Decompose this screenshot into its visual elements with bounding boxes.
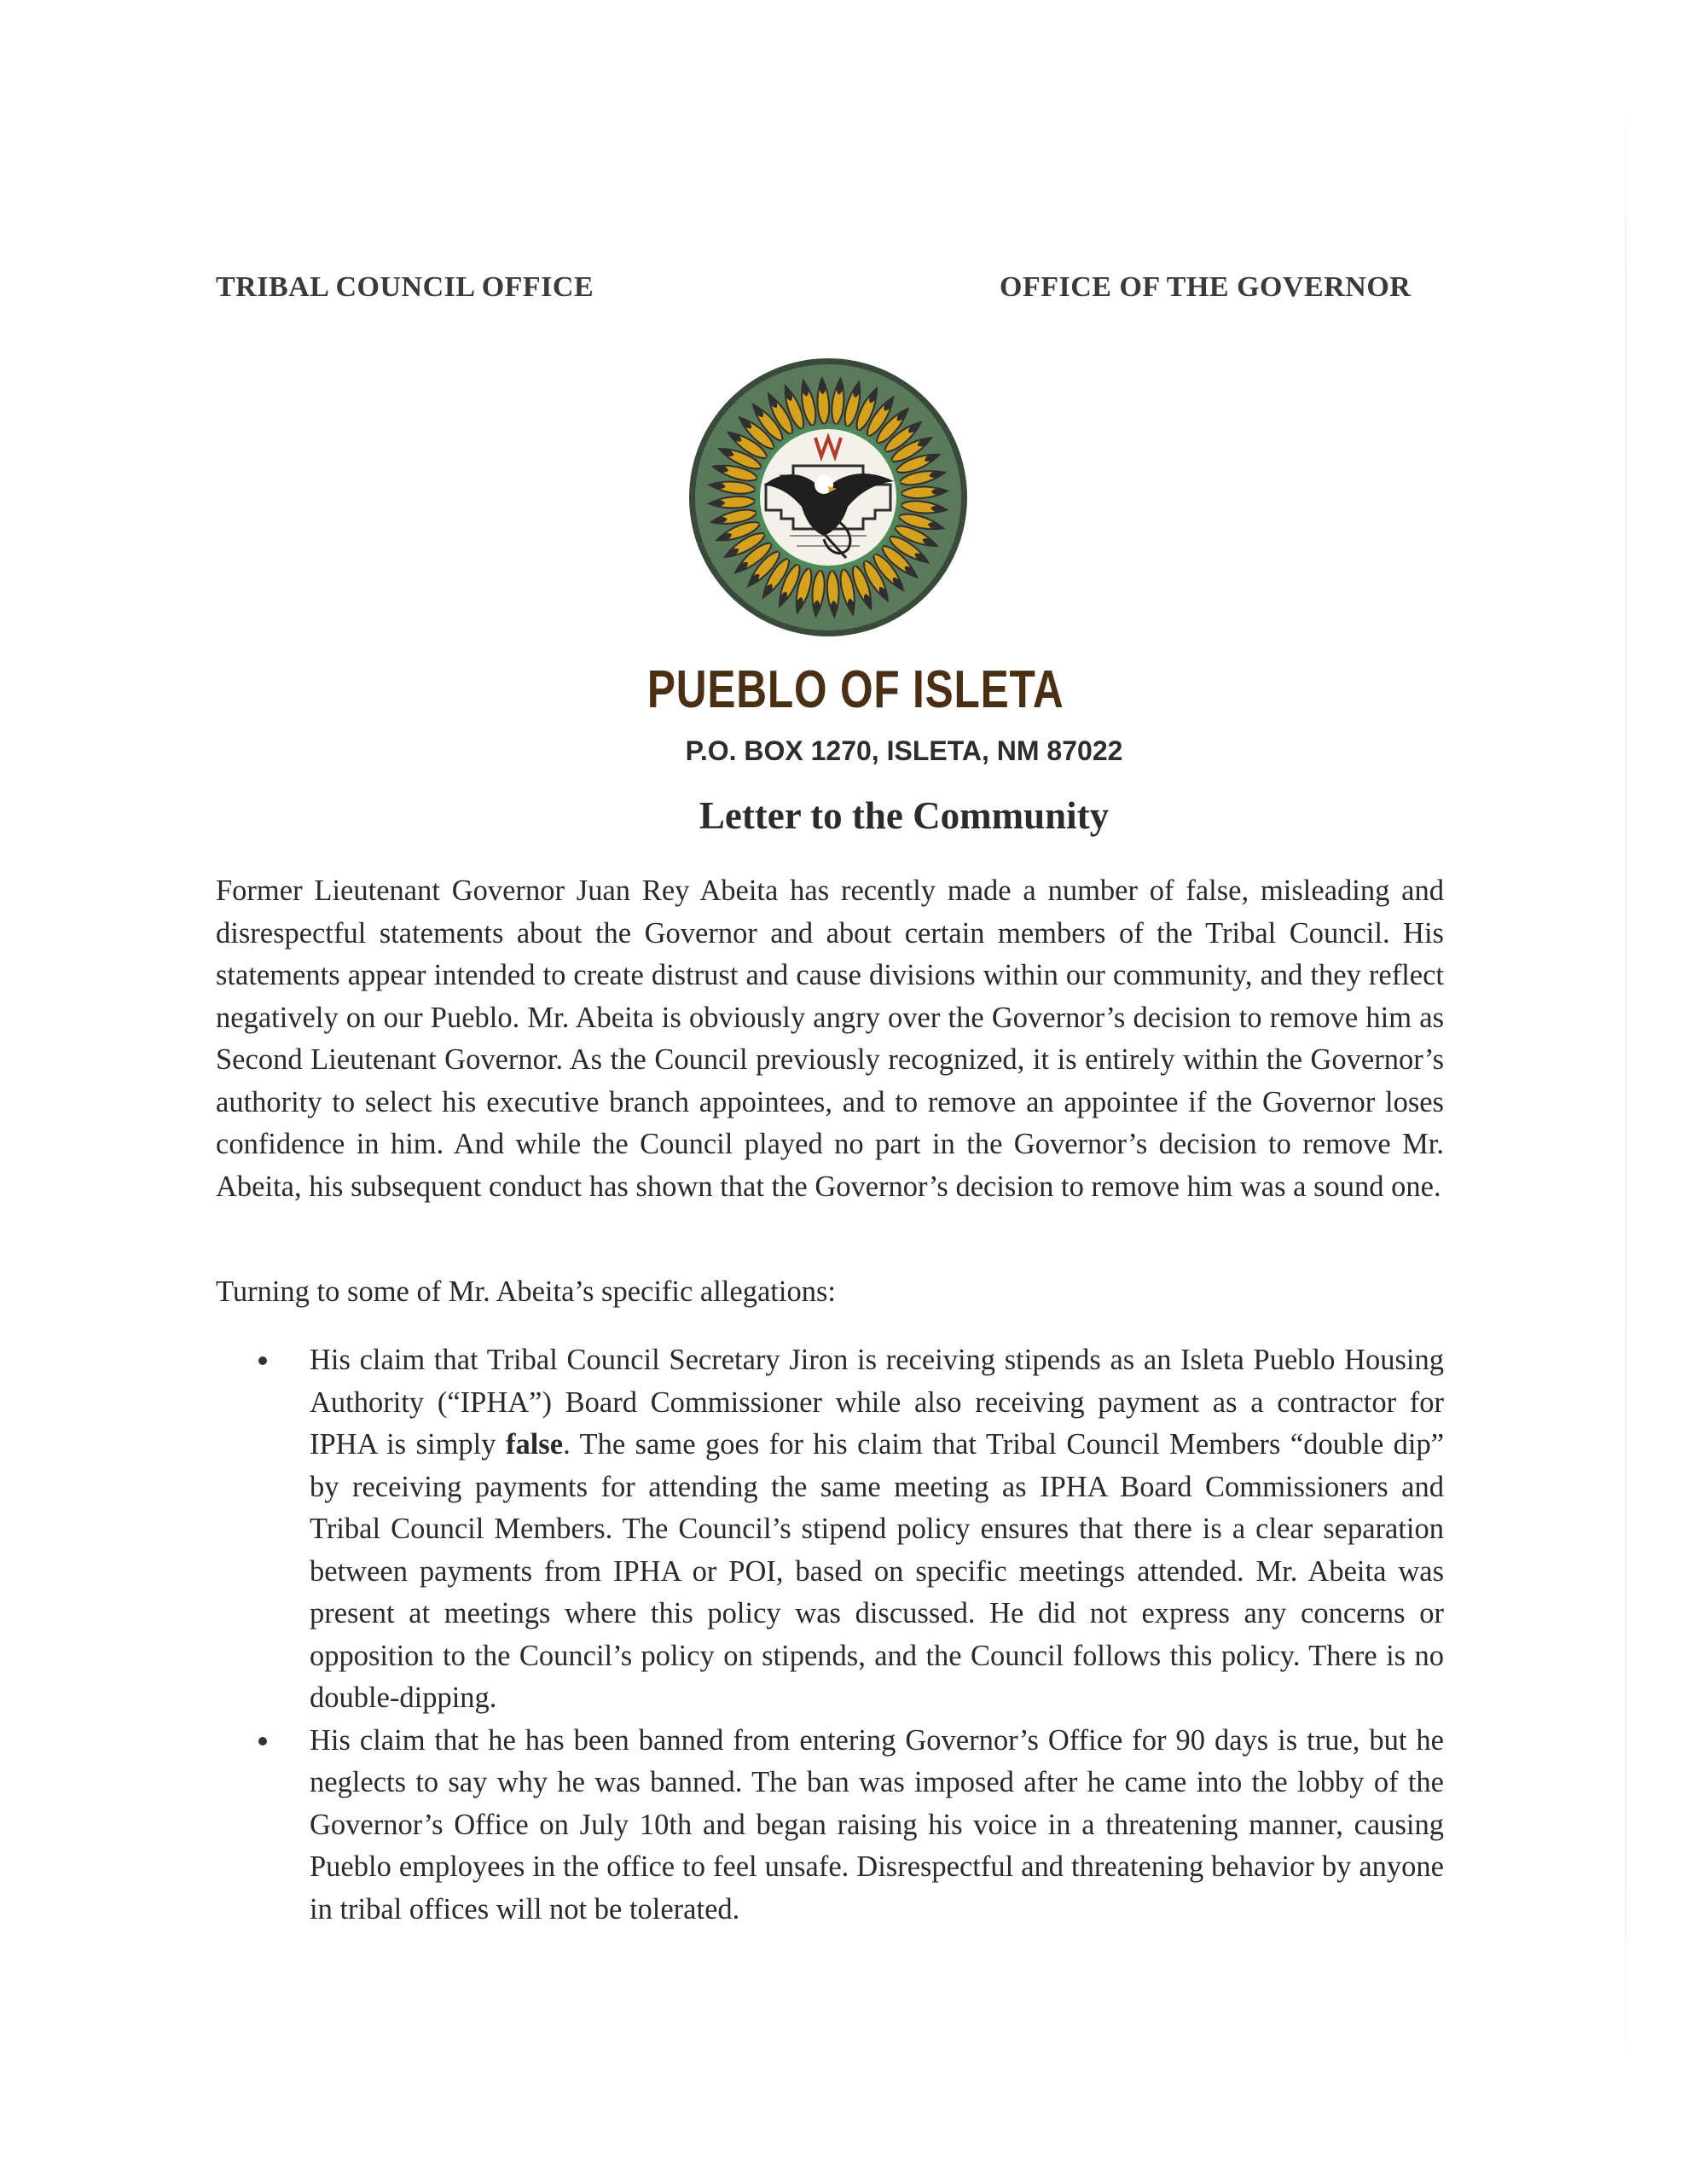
bullet-text-before: His claim that he has been banned from entering Governor’s Office for 90 days is true, but he neglects to say why he was banned. The ban was imposed after he came into the lobby of the Governor’s Office on July 10th and began raising his voice in a threatening manner, causing Pueblo employees in the office to feel unsafe. Disrespectful and threatening behavior by anyone in tribal offices will not be tolerated.	[310, 1723, 1444, 1926]
tribal-council-office-heading: TRIBAL COUNCIL OFFICE	[216, 271, 594, 303]
bullet-emphasis: false	[505, 1428, 564, 1461]
bullet-icon	[258, 1356, 267, 1365]
office-of-governor-heading: OFFICE OF THE GOVERNOR	[1000, 271, 1412, 303]
letter-title: Letter to the Community	[699, 794, 1110, 837]
organization-name: PUEBLO OF ISLETA	[646, 660, 1064, 719]
organization-address: P.O. BOX 1270, ISLETA, NM 87022	[685, 735, 1123, 766]
lead-in-paragraph: Turning to some of Mr. Abeita’s specific allegations:	[216, 1275, 836, 1308]
bullet-text-before: His claim that Tribal Council Secretary Jiron is receiving stipends as an Isleta Pueblo Housing Authority (“IPHA”) Board Commissioner while also receiving payment as a contractor for IPHA is simply	[310, 1344, 1444, 1461]
list-item	[216, 1339, 1444, 1720]
bullet-text-after: . The same goes for his claim that Tribal Council Members “double dip” by receiving payments for attending the same meeting as IPHA Board Commissioners and Tribal Council Members. The Council’s stipend policy ensures that there is a clear separation between payments from IPHA or POI, based on specific meetings attended. Mr. Abeita was present at meetings where this policy was discussed. He did not express any concerns or opposition to the Council’s policy on stipends, and the Council follows this policy. There is no double-dipping.	[310, 1428, 1445, 1714]
allegations-list	[216, 1339, 1444, 1931]
scan-edge-shadow	[1625, 94, 1626, 2082]
list-item	[216, 1720, 1444, 1931]
bullet-icon	[258, 1737, 267, 1745]
pueblo-of-isleta-seal-eagle-icon	[687, 357, 969, 638]
intro-paragraph: Former Lieutenant Governor Juan Rey Abeita has recently made a number of false, misleading and disrespectful statements about the Governor and about certain members of the Tribal Council. His statements appear intended to create distrust and cause divisions within our community, and they reflect negatively on our Pueblo. Mr. Abeita is obviously angry over the Governor’s decision to remove him as Second Lieutenant Governor. As the Council previously recognized, it is entirely within the Governor’s authority to select his executive branch appointees, and to remove an appointee if the Governor loses confidence in him. And while the Council played no part in the Governor’s decision to remove Mr. Abeita, his subsequent conduct has shown that the Governor’s decision to remove him was a sound one.	[216, 874, 1444, 1203]
